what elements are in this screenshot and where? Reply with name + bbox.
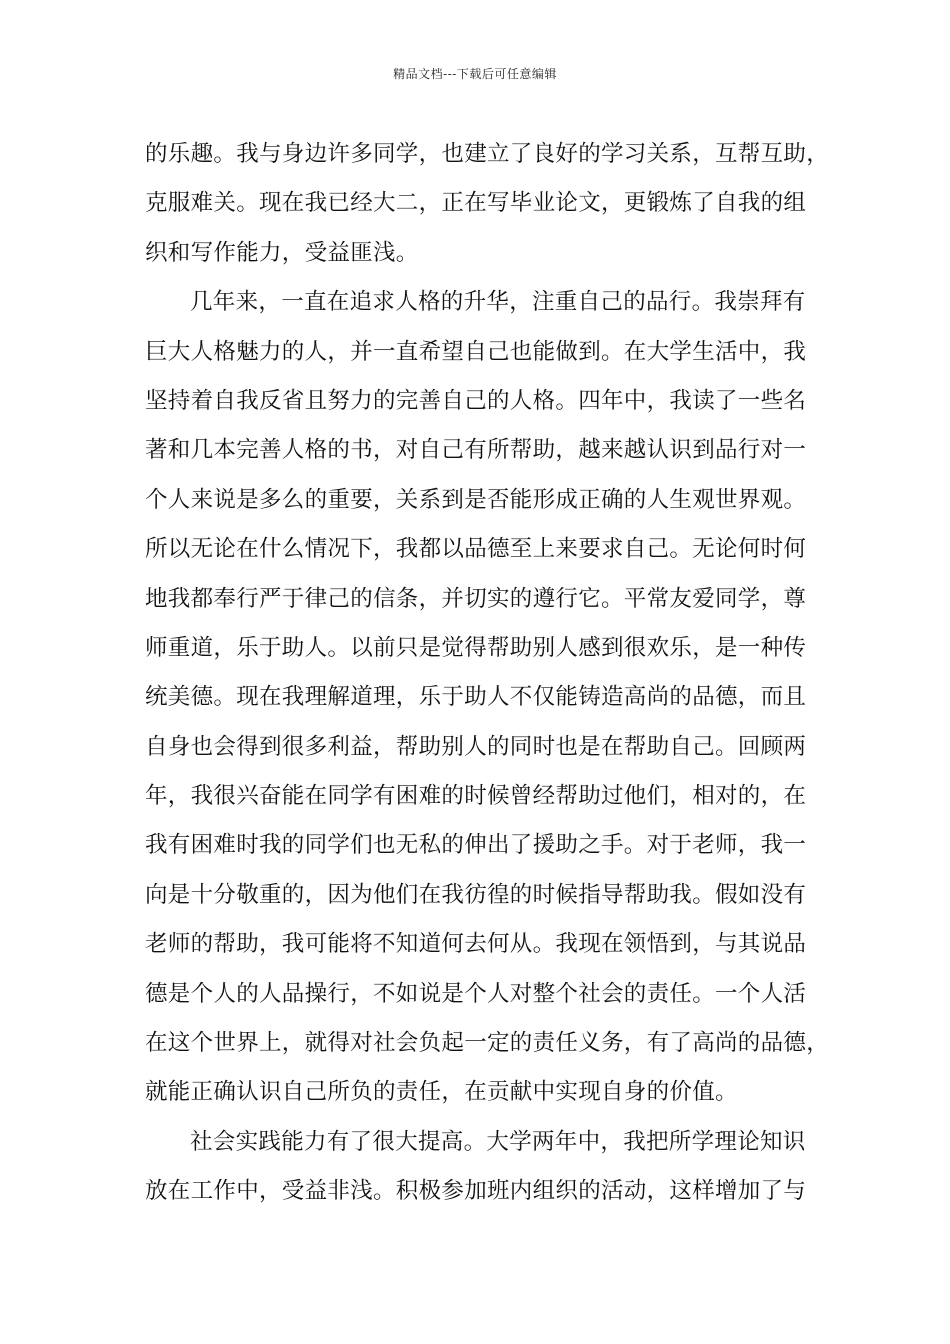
text-line: 年，我很兴奋能在同学有困难的时候曾经帮助过他们，相对的，在 <box>145 783 807 810</box>
text-line: 放在工作中，受益非浅。积极参加班内组织的活动，这样增加了与 <box>145 1178 807 1205</box>
page-header: 精品文档---下载后可任意编辑 <box>393 67 557 81</box>
text-line: 坚持着自我反省且努力的完善自己的人格。四年中，我读了一些名 <box>145 387 807 414</box>
text-line: 织和写作能力，受益匪浅。 <box>145 239 419 266</box>
text-line: 德是个人的人品操行，不如说是个人对整个社会的责任。一个人活 <box>145 980 807 1007</box>
text-line: 就能正确认识自己所负的责任，在贡献中实现自身的价值。 <box>145 1079 738 1106</box>
text-line: 个人来说是多么的重要，关系到是否能形成正确的人生观世界观。 <box>145 486 807 513</box>
text-line: 的乐趣。我与身边许多同学，也建立了良好的学习关系，互帮互助， <box>145 141 830 167</box>
paragraph <box>145 130 845 278</box>
text-line: 老师的帮助，我可能将不知道何去何从。我现在领悟到，与其说品 <box>145 931 807 958</box>
text-line: 巨大人格魅力的人，并一直希望自己也能做到。在大学生活中，我 <box>145 338 807 365</box>
text-line: 统美德。现在我理解道理，乐于助人不仅能铸造高尚的品德，而且 <box>145 684 807 711</box>
text-line: 在这个世界上，就得对社会负起一定的责任义务，有了高尚的品德， <box>145 1030 830 1057</box>
paragraph <box>145 278 845 1118</box>
text-line: 我有困难时我的同学们也无私的伸出了援助之手。对于老师，我一 <box>145 832 807 859</box>
paragraph <box>145 1118 845 1217</box>
text-line: 向是十分敬重的，因为他们在我彷徨的时候指导帮助我。假如没有 <box>145 881 807 908</box>
text-line: 师重道，乐于助人。以前只是觉得帮助别人感到很欢乐，是一种传 <box>145 634 807 661</box>
text-line: 几年来，一直在追求人格的升华，注重自己的品行。我崇拜有 <box>190 289 806 316</box>
text-line: 自身也会得到很多利益，帮助别人的同时也是在帮助自己。回顾两 <box>145 733 807 760</box>
text-line: 社会实践能力有了很大提高。大学两年中，我把所学理论知识 <box>190 1128 806 1155</box>
document-body <box>145 130 845 1217</box>
text-line: 所以无论在什么情况下，我都以品德至上来要求自己。无论何时何 <box>145 536 807 563</box>
text-line: 克服难关。现在我已经大二，正在写毕业论文，更锻炼了自我的组 <box>145 190 807 217</box>
text-line: 著和几本完善人格的书，对自己有所帮助，越来越认识到品行对一 <box>145 437 807 464</box>
text-line: 地我都奉行严于律己的信条，并切实的遵行它。平常友爱同学，尊 <box>145 585 807 612</box>
